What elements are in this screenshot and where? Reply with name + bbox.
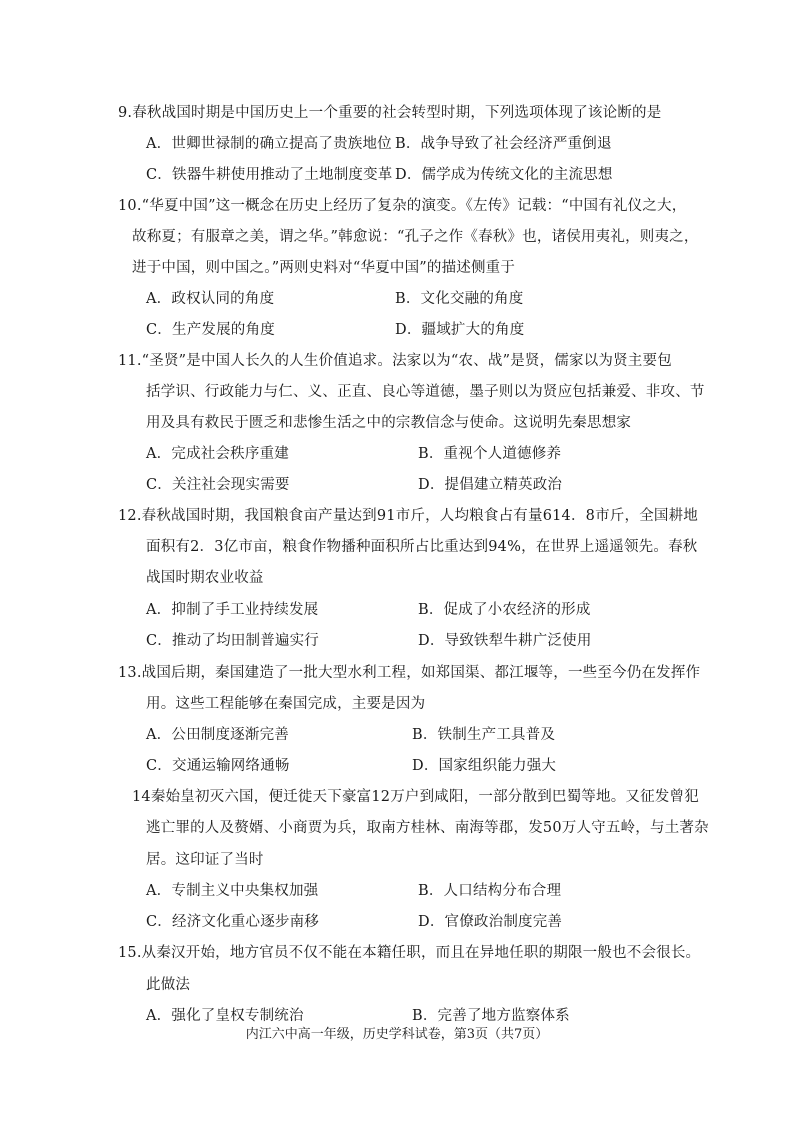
option-b: B．重视个人道德修养 [418,446,562,462]
option-b: B．文化交融的角度 [395,291,524,307]
option-c: C．关注社会现实需要 [146,477,290,493]
question-stem-line: 用。这些工程能够在秦国完成，主要是因为 [146,696,426,712]
option-c: C．生产发展的角度 [146,322,275,338]
page-footer: 内江六中高一年级，历史学科试卷，第3页（共7页） [245,1027,549,1042]
question-stem-line: 15.从秦汉开始，地方官员不仅不能在本籍任职，而且在异地任职的期限一般也不会很长。 [118,945,701,961]
option-a: A．专制主义中央集权加强 [146,883,319,899]
option-a: A．公田制度逐渐完善 [146,727,289,743]
question-stem-line: 14秦始皇初灭六国，便迁徙天下豪富12万户到咸阳，一部分散到巴蜀等地。又征发曾犯 [132,789,699,805]
option-b: B．完善了地方监察体系 [412,1008,570,1024]
question-stem-line: 居。这印证了当时 [146,852,264,868]
option-a: A．强化了皇权专制统治 [146,1008,304,1024]
option-d: D．提倡建立精英政治 [418,477,563,493]
option-b: B．铁制生产工具普及 [412,727,556,743]
option-d: D．疆域扩大的角度 [395,322,525,338]
question-stem-line: 10.“华夏中国”这一概念在历史上经历了复杂的演变。《左传》记载：“中国有礼仪之大， [118,198,687,214]
option-a: A．世卿世禄制的确立提高了贵族地位 [146,136,392,152]
option-c: C．推动了均田制普遍实行 [146,633,319,649]
option-c: C．铁器牛耕使用推动了土地制度变革 [146,167,393,183]
option-d: D．国家组织能力强大 [412,758,557,774]
question-stem-line: 12.春秋战国时期，我国粮食亩产量达到91市斤，人均粮食占有量614．8市斤，全国耕地 [118,508,699,524]
option-a: A．抑制了手工业持续发展 [146,602,319,618]
option-d: D．导致铁犁牛耕广泛使用 [418,633,592,649]
question-stem-line: 战国时期农业收益 [146,570,264,586]
option-b: B．人口结构分布合理 [418,883,562,899]
option-c: C．经济文化重心逐步南移 [146,914,319,930]
question-stem-line: 9.春秋战国时期是中国历史上一个重要的社会转型时期，下列选项体现了该论断的是 [118,105,662,121]
option-c: C．交通运输网络通畅 [146,758,290,774]
question-stem-line: 11.“圣贤”是中国人长久的人生价值追求。法家以为“农、战”是贤，儒家以为贤主要包 [118,353,672,369]
option-d: D．儒学成为传统文化的主流思想 [395,167,613,183]
option-a: A．政权认同的角度 [146,291,275,307]
question-stem-line: 进于中国，则中国之。”两则史料对“华夏中国”的描述侧重于 [132,260,516,276]
question-stem-line: 此做法 [146,977,191,993]
question-stem-line: 故称夏；有服章之美，谓之华。”韩愈说：“孔子之作《春秋》也，诸侯用夷礼，则夷之， [132,229,699,245]
question-stem-line: 13.战国后期，秦国建造了一批大型水利工程，如郑国渠、都江堰等，一些至今仍在发挥作 [118,665,701,681]
option-b: B．战争导致了社会经济严重倒退 [395,136,612,152]
question-stem-line: 面积有2．3亿市亩，粮食作物播种面积所占比重达到94%，在世界上遥遥领先。春秋 [146,539,698,555]
option-a: A．完成社会秩序重建 [146,446,289,462]
option-d: D．官僚政治制度完善 [418,914,563,930]
question-stem-line: 逃亡罪的人及赘婿、小商贾为兵，取南方桂林、南海等郡，发50万人守五岭，与土著杂 [146,820,709,836]
question-stem-line: 用及具有救民于匮乏和悲惨生活之中的宗教信念与使命。这说明先秦思想家 [146,415,632,431]
option-b: B．促成了小农经济的形成 [418,602,591,618]
question-stem-line: 括学识、行政能力与仁、义、正直、良心等道德，墨子则以为贤应包括兼爱、非攻、节 [146,384,705,400]
